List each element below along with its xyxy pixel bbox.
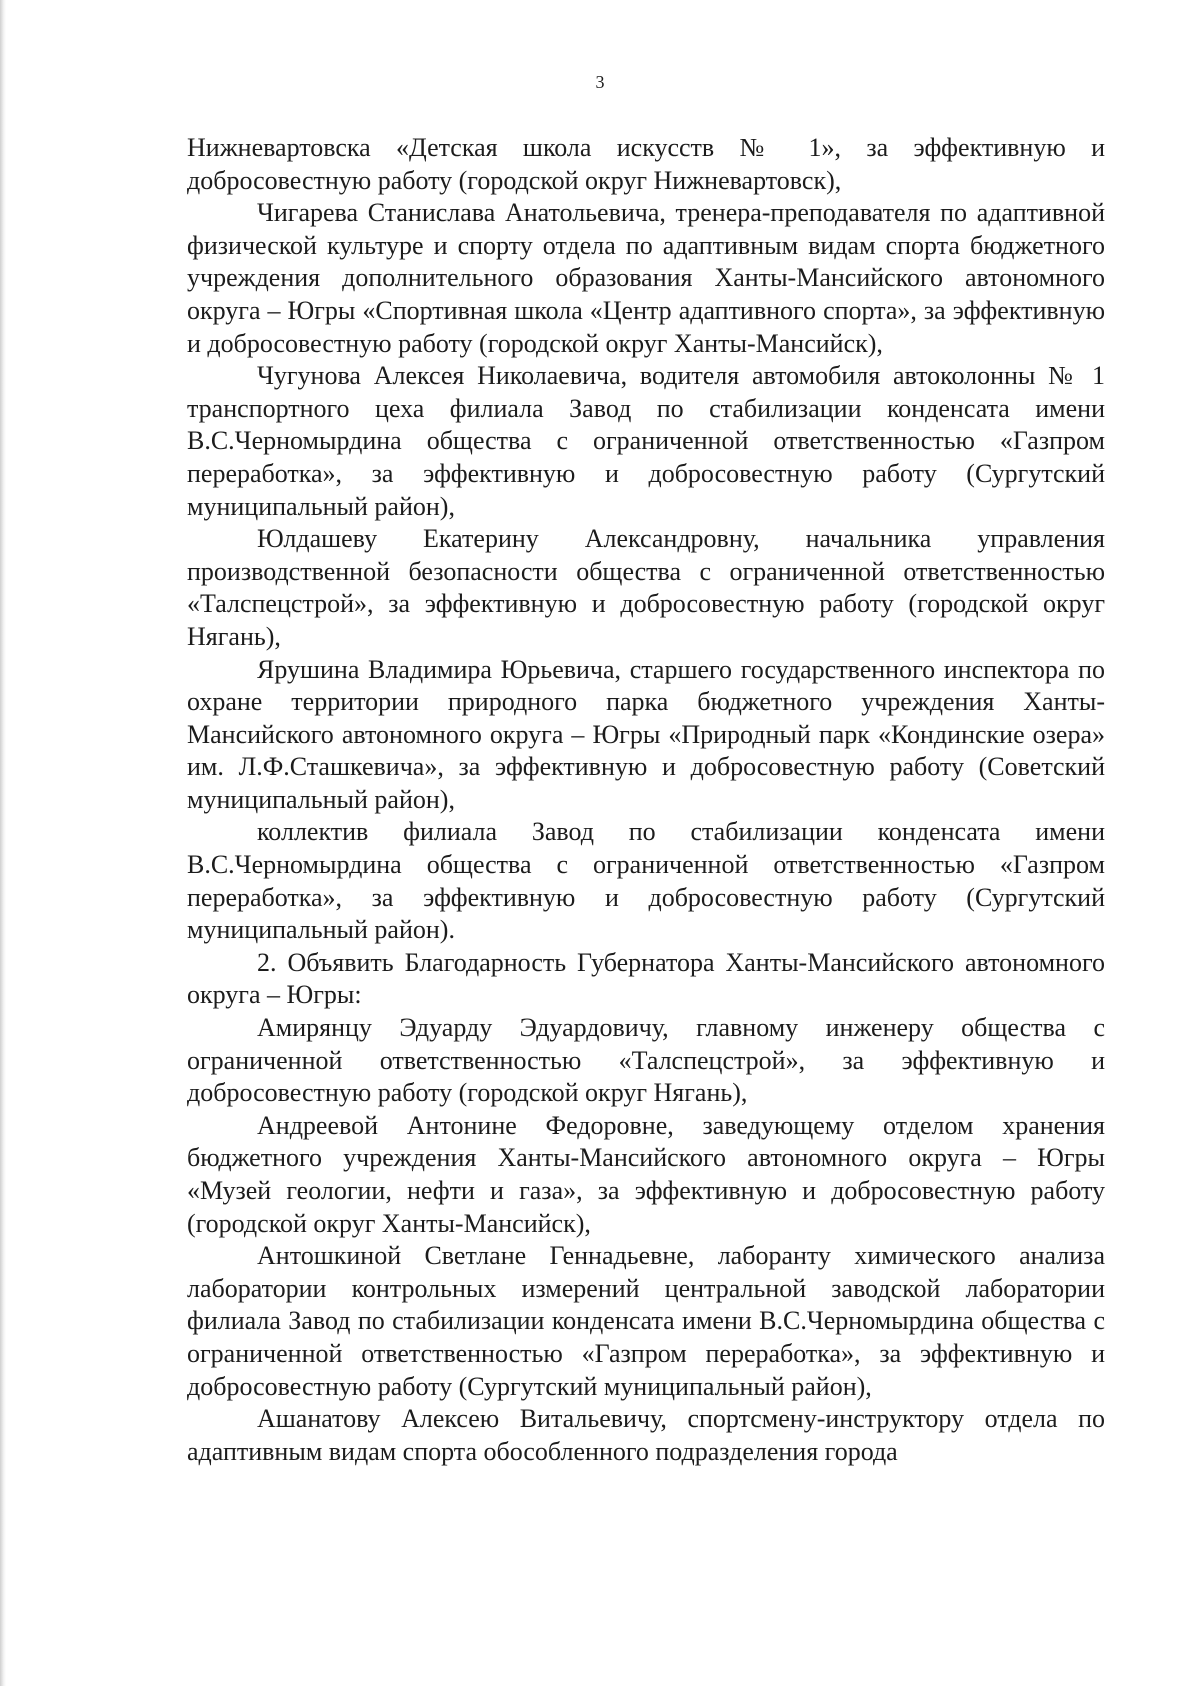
- document-body: [187, 132, 1105, 1468]
- scan-edge: [0, 0, 6, 1686]
- paragraph-chugunov: Чугунова Алексея Николаевича, водителя автомобиля автоколонны № 1 транспортного цеха филиала Завод по стабилизации конденсата имени В.С.Черномырдина общества с ограниченной ответственностью «Газпром переработка», за эффективную и добросовестную работу (Сургутский муниципальный район),: [187, 361, 1105, 521]
- paragraph-continuation: Нижневартовска «Детская школа искусств № 1», за эффективную и добросовестную работу (городской округ Нижневартовск),: [187, 133, 1105, 195]
- paragraph-andreeva: Андреевой Антонине Федоровне, заведующему отделом хранения бюджетного учреждения Ханты-Мансийского автономного округа – Югры «Музей геологии, нефти и газа», за эффективную и добросовестную работу (городской округ Ханты-Мансийск),: [187, 1110, 1105, 1238]
- paragraph-collective: коллектив филиала Завод по стабилизации конденсата имени В.С.Черномырдина общества с ограниченной ответственностью «Газпром переработка», за эффективную и добросовестную работу (Сургутский муниципальный район).: [187, 817, 1105, 945]
- paragraph-ashanatov: Ашанатову Алексею Витальевичу, спортсмену-инструктору отдела по адаптивным видам спорта обособленного подразделения города: [187, 1404, 1105, 1466]
- paragraph-antoshkina: Антошкиной Светлане Геннадьевне, лаборанту химического анализа лаборатории контрольных измерений центральной заводской лаборатории филиала Завод по стабилизации конденсата имени В.С.Черномырдина общества с ограниченной ответственностью «Газпром переработка», за эффективную и добросовестную работу (Сургутский муниципальный район),: [187, 1241, 1105, 1401]
- paragraph-yarushin: Ярушина Владимира Юрьевича, старшего государственного инспектора по охране территории природного парка бюджетного учреждения Ханты-Мансийского автономного округа – Югры «Природный парк «Кондинские озера» им. Л.Ф.Сташкевича», за эффективную и добросовестную работу (Советский муниципальный район),: [187, 654, 1105, 814]
- paragraph-amiryants: Амирянцу Эдуарду Эдуардовичу, главному инженеру общества с ограниченной ответственностью «Талспецстрой», за эффективную и добросовестную работу (городской округ Нягань),: [187, 1013, 1105, 1108]
- paragraph-yuldasheva: Юлдашеву Екатерину Александровну, начальника управления производственной безопасности общества с ограниченной ответственностью «Талспецстрой», за эффективную и добросовестную работу (городской округ Нягань),: [187, 524, 1105, 651]
- paragraph-chigarev: Чигарева Станислава Анатольевича, тренера-преподавателя по адаптивной физической культуре и спорту отдела по адаптивным видам спорта бюджетного учреждения дополнительного образования Ханты-Мансийского автономного округа – Югры «Спортивная школа «Центр адаптивного спорта», за эффективную и добросовестную работу (городской округ Ханты-Мансийск),: [187, 198, 1105, 358]
- paragraph-section-2: 2. Объявить Благодарность Губернатора Ханты-Мансийского автономного округа – Югры:: [187, 947, 1105, 1010]
- page-number: 3: [595, 72, 605, 92]
